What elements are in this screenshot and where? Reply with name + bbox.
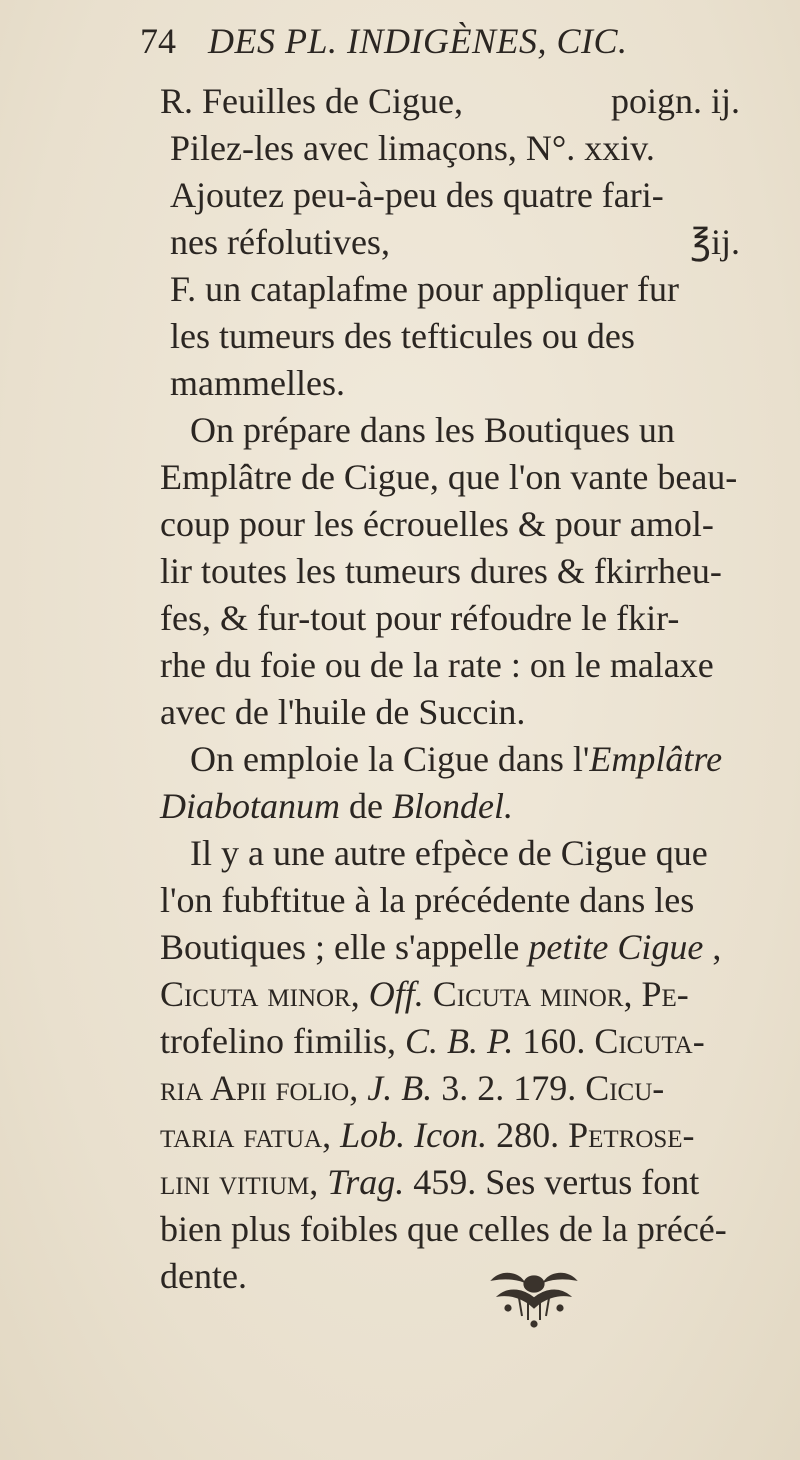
text-line xyxy=(160,971,740,1018)
text-line: lir toutes les tumeurs dures & fkirrheu- xyxy=(160,551,722,591)
recipe-quantity: ℥ij. xyxy=(690,222,740,262)
page-number: 74 xyxy=(140,21,176,61)
text-line xyxy=(160,1065,740,1112)
text-line xyxy=(160,1112,740,1159)
paragraph-start: On prépare dans les Boutiques un xyxy=(190,410,675,450)
recipe-ingredient: nes réfolutives, xyxy=(170,222,390,262)
text-line xyxy=(160,1018,740,1065)
text-run: On emploie la Cigue dans l' xyxy=(190,739,590,779)
text-line: dente. xyxy=(160,1256,247,1296)
text-line: fes, & fur-tout pour réfoudre le fkir- xyxy=(160,598,680,638)
text-run: 459. Ses vertus font xyxy=(404,1162,700,1202)
text-line: avec de l'huile de Succin. xyxy=(160,692,526,732)
running-title: DES PL. INDIGÈNES, CIC. xyxy=(208,21,628,61)
text-line xyxy=(160,783,740,830)
text-line: bien plus foibles que celles de la précé- xyxy=(160,1209,727,1249)
citation: Lob. Icon. xyxy=(340,1115,488,1155)
text-line: Pilez-les avec limaçons, N°. xxiv. xyxy=(170,128,655,168)
synonym-name: taria fatua xyxy=(160,1115,323,1155)
italic-title: Emplâtre xyxy=(589,739,723,779)
text-line xyxy=(160,219,740,266)
citation: Trag. xyxy=(327,1162,405,1202)
text-line: F. un cataplafme pour appliquer fur xyxy=(170,269,679,309)
body-text xyxy=(160,78,740,1300)
citation: Off. xyxy=(359,974,424,1014)
text-line xyxy=(160,78,740,125)
text-line xyxy=(160,924,740,971)
synonym-name: Cicuta- xyxy=(594,1021,705,1061)
text-run: , xyxy=(309,1162,328,1202)
synonym-name: lini vitium xyxy=(160,1162,310,1202)
text-line: Ajoutez peu-à-peu des quatre fari- xyxy=(170,175,664,215)
text-line: coup pour les écrouelles & pour amol- xyxy=(160,504,714,544)
italic-title: Diabotanum xyxy=(160,786,340,826)
recipe-ingredient: R. Feuilles de Cigue, xyxy=(160,81,463,121)
text-line: rhe du foie ou de la rate : on le malaxe xyxy=(160,645,714,685)
page-header xyxy=(140,20,700,64)
italic-author: Blondel. xyxy=(391,786,513,826)
text-run: , xyxy=(703,927,722,967)
text-run: 3. 2. 179. xyxy=(432,1068,586,1108)
recipe-quantity: poign. ij. xyxy=(610,81,740,121)
citation: J. B. xyxy=(358,1068,433,1108)
paragraph-start: Il y a une autre efpèce de Cigue que xyxy=(190,833,708,873)
synonym-name: Cicu- xyxy=(585,1068,665,1108)
text-line: l'on fubftitue à la précédente dans les xyxy=(160,880,695,920)
citation: C. B. P. xyxy=(404,1021,514,1061)
text-run: 280. xyxy=(487,1115,569,1155)
italic-name: petite Cigue xyxy=(528,927,704,967)
synonym-name: Cicuta minor, Pe- xyxy=(423,974,689,1014)
text-run: Boutiques ; elle s'appelle xyxy=(160,927,529,967)
text-line: mammelles. xyxy=(170,363,345,403)
text-line xyxy=(160,1159,740,1206)
text-line: Emplâtre de Cigue, que l'on vante beau- xyxy=(160,457,738,497)
floral-tailpiece-icon xyxy=(478,1268,590,1328)
text-run: de xyxy=(340,786,392,826)
text-run: , xyxy=(322,1115,341,1155)
paragraph-start xyxy=(160,736,740,783)
synonym-name: ria Apii folio, xyxy=(160,1068,359,1108)
text-run: trofelino fimilis, xyxy=(160,1021,405,1061)
synonym-name: Petrose- xyxy=(568,1115,695,1155)
text-line: les tumeurs des tefticules ou des xyxy=(170,316,635,356)
text-run: 160. xyxy=(513,1021,595,1061)
synonym-name: Cicuta minor, xyxy=(160,974,360,1014)
